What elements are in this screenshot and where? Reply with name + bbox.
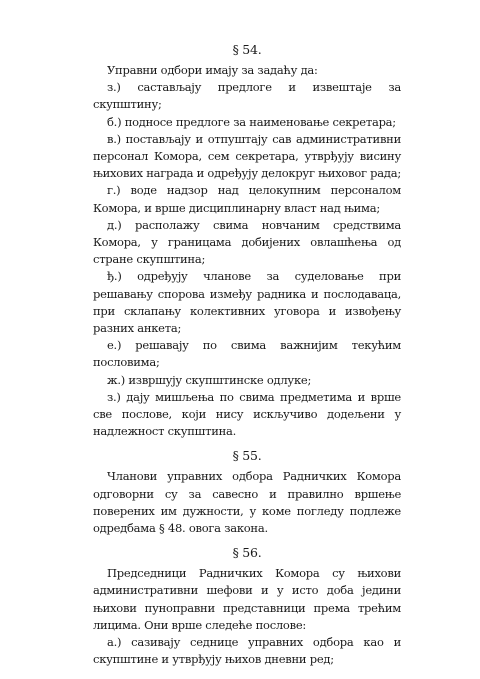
list-item: д.) располажу свима новчаним средствима Комора, у границама добијених овлашћења од стране скупштина; xyxy=(93,217,401,267)
section-intro: Управни одбори имају за задаћу да: xyxy=(107,63,318,77)
section-heading: § 56. xyxy=(232,545,262,561)
list-item: в.) постављају и отпуштају сав административни персонал Комора, сем секретара, утврђују висину њихових награда и одређују делокруг њиховог рада; xyxy=(93,131,401,181)
section-54 xyxy=(93,40,401,440)
list-item: а.) сазивају седнице управних одбора као и скупштине и утврђују њихов дневни ред; xyxy=(93,635,401,667)
section-text: Председници Радничких Комора су њихови административни шефови и у исто доба једини њихови пуноправни представници према трећим лицима. Они врше следеће послове: xyxy=(93,566,401,632)
list-item: ђ.) одређују чланове за суделовање при решавању спорова између радника и послодаваца, при склапању колективних уговора и извођењу разних анкета; xyxy=(93,269,401,336)
section-55 xyxy=(93,446,401,537)
list-item: е.) решавају по свима важнијим текућим пословима; xyxy=(93,338,401,370)
list-item: з.) дају мишљења по свима предметима и врше све послове, који нису искључиво додељени у надлежност скупштина. xyxy=(93,389,401,439)
list-item: г.) воде надзор над целокупним персоналом Комора, и врше дисциплинарну власт над њима; xyxy=(93,183,401,215)
list-item: б.) подносе предлоге за наименовање секретара; xyxy=(107,114,396,129)
section-text: Чланови управних одбора Радничких Комора одговорни су за савесно и правилно вршење поверених им дужности, у коме погледу подлеже одредбама § 48. овога закона. xyxy=(93,469,401,536)
section-heading: § 54. xyxy=(232,42,262,57)
section-56 xyxy=(93,543,401,668)
section-heading: § 55. xyxy=(232,448,262,464)
document-page xyxy=(93,40,401,669)
list-item: ж.) извршују скупштинске одлуке; xyxy=(107,372,312,387)
list-item: з.) састављају предлоге и извештаје за скупштину; xyxy=(93,80,401,112)
